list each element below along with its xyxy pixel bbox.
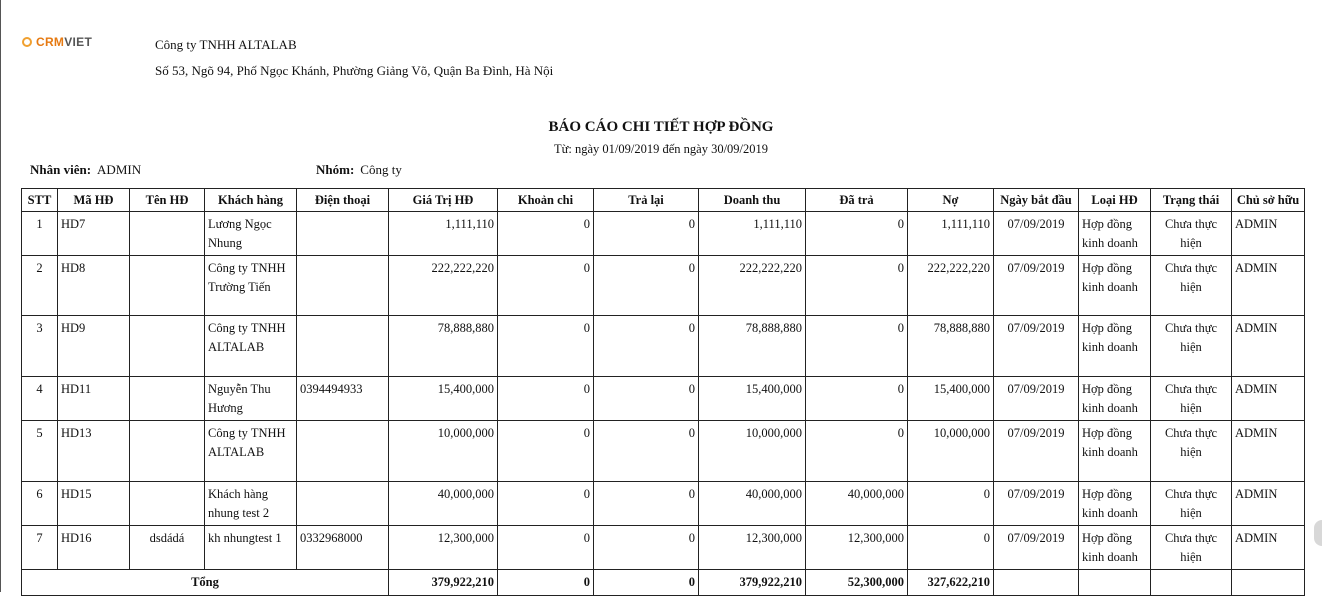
contract-code-cell: HD11 (58, 377, 130, 421)
col-gia-tri-hd-header: Giá Trị HĐ (389, 189, 498, 212)
col-chu-so-huu-header: Chủ sở hữu (1232, 189, 1305, 212)
expense-cell: 0 (498, 482, 594, 526)
revenue-cell: 78,888,880 (699, 316, 806, 377)
customer-cell: Công ty TNHH Trường Tiến (205, 256, 297, 316)
col-ma-hd-header: Mã HĐ (58, 189, 130, 212)
status-cell: Chưa thực hiện (1151, 526, 1232, 570)
logo-ring-icon (22, 37, 32, 47)
contract-name-cell: dsdádá (130, 526, 205, 570)
contract-value-cell: 222,222,220 (389, 256, 498, 316)
contract-value-cell: 15,400,000 (389, 377, 498, 421)
contract-name-cell (130, 212, 205, 256)
contract-type-cell: Hợp đồng kinh doanh (1079, 256, 1151, 316)
expense-cell: 0 (498, 316, 594, 377)
col-ten-hd-header: Tên HĐ (130, 189, 205, 212)
total-paid-cell: 52,300,000 (806, 570, 908, 596)
crmviet-logo (22, 35, 92, 49)
phone-cell (297, 316, 389, 377)
staff-value: ADMIN (97, 162, 142, 177)
col-doanh-thu-header: Doanh thu (699, 189, 806, 212)
contract-value-cell: 12,300,000 (389, 526, 498, 570)
contract-code-cell: HD9 (58, 316, 130, 377)
customer-cell: Khách hàng nhung test 2 (205, 482, 297, 526)
table-row (22, 526, 1305, 570)
status-cell: Chưa thực hiện (1151, 212, 1232, 256)
start-date-cell: 07/09/2019 (994, 256, 1079, 316)
revenue-cell: 15,400,000 (699, 377, 806, 421)
paid-cell: 40,000,000 (806, 482, 908, 526)
total-debt-cell: 327,622,210 (908, 570, 994, 596)
start-date-cell: 07/09/2019 (994, 377, 1079, 421)
total-row (22, 570, 1305, 596)
owner-cell: ADMIN (1232, 526, 1305, 570)
contract-code-cell: HD8 (58, 256, 130, 316)
col-ngay-bat-dau-header: Ngày bắt đầu (994, 189, 1079, 212)
stt-cell: 5 (22, 421, 58, 482)
col-no-header: Nợ (908, 189, 994, 212)
phone-cell (297, 256, 389, 316)
refund-cell: 0 (594, 316, 699, 377)
expense-cell: 0 (498, 421, 594, 482)
debt-cell: 78,888,880 (908, 316, 994, 377)
col-da-tra-header: Đã trả (806, 189, 908, 212)
stt-cell: 2 (22, 256, 58, 316)
start-date-cell: 07/09/2019 (994, 421, 1079, 482)
report-period: Từ: ngày 01/09/2019 đến ngày 30/09/2019 (553, 142, 769, 156)
table-row (22, 256, 1305, 316)
total-expense-cell: 0 (498, 570, 594, 596)
status-cell: Chưa thực hiện (1151, 377, 1232, 421)
owner-cell: ADMIN (1232, 212, 1305, 256)
start-date-cell: 07/09/2019 (994, 212, 1079, 256)
total-empty-cell (1151, 570, 1232, 596)
owner-cell: ADMIN (1232, 316, 1305, 377)
phone-cell: 0332968000 (297, 526, 389, 570)
contract-name-cell (130, 377, 205, 421)
status-cell: Chưa thực hiện (1151, 421, 1232, 482)
owner-cell: ADMIN (1232, 421, 1305, 482)
status-cell: Chưa thực hiện (1151, 316, 1232, 377)
customer-cell: Công ty TNHH ALTALAB (205, 421, 297, 482)
refund-cell: 0 (594, 256, 699, 316)
debt-cell: 0 (908, 482, 994, 526)
refund-cell: 0 (594, 212, 699, 256)
stt-cell: 4 (22, 377, 58, 421)
table-row (22, 482, 1305, 526)
contract-code-cell: HD7 (58, 212, 130, 256)
total-value-cell: 379,922,210 (389, 570, 498, 596)
contract-name-cell (130, 316, 205, 377)
contract-type-cell: Hợp đồng kinh doanh (1079, 482, 1151, 526)
status-cell: Chưa thực hiện (1151, 482, 1232, 526)
customer-cell: Lương Ngọc Nhung (205, 212, 297, 256)
company-address: Số 53, Ngõ 94, Phố Ngọc Khánh, Phường Giảng Võ, Quận Ba Đình, Hà Nội (155, 63, 554, 78)
page-left-edge (0, 0, 1, 592)
contract-name-cell (130, 421, 205, 482)
paid-cell: 0 (806, 316, 908, 377)
revenue-cell: 222,222,220 (699, 256, 806, 316)
contract-type-cell: Hợp đồng kinh doanh (1079, 526, 1151, 570)
col-loai-hd-header: Loại HĐ (1079, 189, 1151, 212)
stt-cell: 3 (22, 316, 58, 377)
refund-cell: 0 (594, 482, 699, 526)
staff-info (30, 162, 141, 178)
contract-value-cell: 1,111,110 (389, 212, 498, 256)
table-row (22, 377, 1305, 421)
start-date-cell: 07/09/2019 (994, 316, 1079, 377)
expense-cell: 0 (498, 212, 594, 256)
customer-cell: kh nhungtest 1 (205, 526, 297, 570)
col-dien-thoai-header: Điện thoại (297, 189, 389, 212)
debt-cell: 0 (908, 526, 994, 570)
total-empty-cell (1079, 570, 1151, 596)
contract-code-cell: HD15 (58, 482, 130, 526)
start-date-cell: 07/09/2019 (994, 526, 1079, 570)
contract-name-cell (130, 256, 205, 316)
contract-value-cell: 40,000,000 (389, 482, 498, 526)
revenue-cell: 10,000,000 (699, 421, 806, 482)
table-row (22, 212, 1305, 256)
total-label: Tổng (22, 570, 389, 596)
contract-value-cell: 78,888,880 (389, 316, 498, 377)
logo-text-viet: VIET (64, 35, 93, 49)
total-empty-cell (994, 570, 1079, 596)
total-revenue-cell: 379,922,210 (699, 570, 806, 596)
refund-cell: 0 (594, 421, 699, 482)
owner-cell: ADMIN (1232, 482, 1305, 526)
contract-type-cell: Hợp đồng kinh doanh (1079, 212, 1151, 256)
total-refund-cell: 0 (594, 570, 699, 596)
paid-cell: 0 (806, 256, 908, 316)
owner-cell: ADMIN (1232, 377, 1305, 421)
staff-label: Nhân viên: (30, 162, 92, 177)
paid-cell: 0 (806, 377, 908, 421)
contract-report-table (21, 188, 1305, 596)
paid-cell: 0 (806, 212, 908, 256)
group-label: Nhóm: (316, 162, 355, 177)
phone-cell (297, 212, 389, 256)
col-tra-lai-header: Trả lại (594, 189, 699, 212)
revenue-cell: 40,000,000 (699, 482, 806, 526)
refund-cell: 0 (594, 377, 699, 421)
contract-value-cell: 10,000,000 (389, 421, 498, 482)
expense-cell: 0 (498, 256, 594, 316)
phone-cell (297, 482, 389, 526)
refund-cell: 0 (594, 526, 699, 570)
contract-code-cell: HD13 (58, 421, 130, 482)
contract-code-cell: HD16 (58, 526, 130, 570)
debt-cell: 15,400,000 (908, 377, 994, 421)
status-cell: Chưa thực hiện (1151, 256, 1232, 316)
col-trang-thai-header: Trạng thái (1151, 189, 1232, 212)
revenue-cell: 12,300,000 (699, 526, 806, 570)
phone-cell: 0394494933 (297, 377, 389, 421)
group-value: Công ty (360, 162, 402, 177)
col-khoan-chi-header: Khoản chi (498, 189, 594, 212)
col-khach-hang-header: Khách hàng (205, 189, 297, 212)
scroll-indicator[interactable] (1314, 520, 1322, 546)
group-info (316, 162, 402, 178)
table-row (22, 421, 1305, 482)
col-stt-header: STT (22, 189, 58, 212)
report-title: BÁO CÁO CHI TIẾT HỢP ĐỒNG (548, 119, 774, 135)
expense-cell: 0 (498, 526, 594, 570)
contract-type-cell: Hợp đồng kinh doanh (1079, 421, 1151, 482)
stt-cell: 1 (22, 212, 58, 256)
logo-text-crm: CRM (36, 35, 65, 49)
debt-cell: 1,111,110 (908, 212, 994, 256)
expense-cell: 0 (498, 377, 594, 421)
stt-cell: 7 (22, 526, 58, 570)
customer-cell: Công ty TNHH ALTALAB (205, 316, 297, 377)
paid-cell: 0 (806, 421, 908, 482)
total-empty-cell (1232, 570, 1305, 596)
customer-cell: Nguyễn Thu Hương (205, 377, 297, 421)
contract-name-cell (130, 482, 205, 526)
revenue-cell: 1,111,110 (699, 212, 806, 256)
table-header-row (22, 189, 1305, 212)
stt-cell: 6 (22, 482, 58, 526)
debt-cell: 10,000,000 (908, 421, 994, 482)
paid-cell: 12,300,000 (806, 526, 908, 570)
debt-cell: 222,222,220 (908, 256, 994, 316)
contract-type-cell: Hợp đồng kinh doanh (1079, 316, 1151, 377)
start-date-cell: 07/09/2019 (994, 482, 1079, 526)
contract-type-cell: Hợp đồng kinh doanh (1079, 377, 1151, 421)
table-row (22, 316, 1305, 377)
phone-cell (297, 421, 389, 482)
owner-cell: ADMIN (1232, 256, 1305, 316)
company-name: Công ty TNHH ALTALAB (155, 37, 297, 52)
